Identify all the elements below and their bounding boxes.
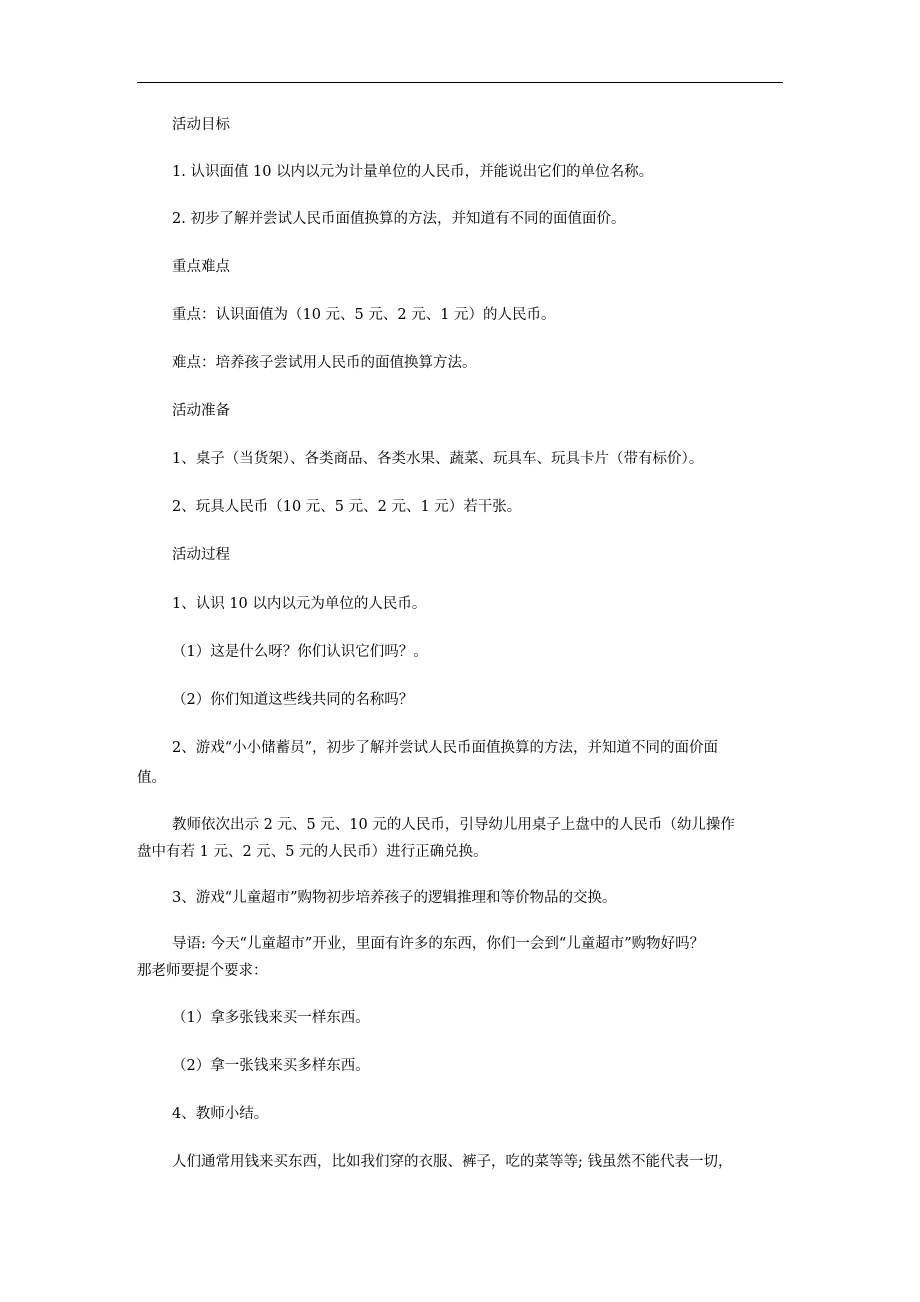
teacher-line-1: 教师依次出示 2 元、5 元、10 元的人民币，引导幼儿用桌子上盘中的人民币（幼儿操作: [172, 817, 735, 833]
heading-preparation: 活动准备: [172, 403, 230, 419]
step-2-line-1: 2、游戏“小小储蓄员”，初步了解并尝试人民币面值换算的方法，并知道不同的面价面: [172, 740, 719, 756]
heading-key-points: 重点难点: [172, 259, 230, 275]
goal-2: 2. 初步了解并尝试人民币面值换算的方法，并知道有不同的面值面价。: [172, 211, 626, 227]
difficulty: 难点：培养孩子尝试用人民币的面值换算方法。: [172, 355, 477, 371]
goal-1: 1. 认识面值 10 以内以元为计量单位的人民币，并能说出它们的单位名称。: [172, 164, 654, 180]
step-1: 1、认识 10 以内以元为单位的人民币。: [172, 596, 427, 612]
prep-1: 1、桌子（当货架）、各类商品、各类水果、蔬菜、玩具车、玩具卡片（带有标价）。: [172, 451, 704, 467]
requirement-1: （1）拿多张钱来买一样东西。: [172, 1010, 370, 1026]
intro-line-1: 导语: 今天“儿童超市”开业，里面有许多的东西，你们一会到“儿童超市”购物好吗？: [172, 936, 705, 952]
step-3: 3、游戏“儿童超市”购物初步培养孩子的逻辑推理和等价物品的交换。: [172, 890, 617, 906]
header-rule: [137, 82, 783, 83]
step-1-question-1: （1）这是什么呀？你们认识它们吗？。: [172, 644, 428, 660]
prep-2: 2、玩具人民币（10 元、5 元、2 元、1 元）若干张。: [172, 499, 522, 515]
key-point: 重点：认识面值为（10 元、5 元、2 元、1 元）的人民币。: [172, 307, 556, 323]
intro-line-2: 那老师要提个要求：: [137, 963, 268, 979]
step-2-line-2: 值。: [137, 770, 166, 786]
step-4: 4、教师小结。: [172, 1106, 269, 1122]
heading-process: 活动过程: [172, 547, 230, 563]
heading-goals: 活动目标: [172, 117, 230, 133]
teacher-line-2: 盘中有若 1 元、2 元、5 元的人民币）进行正确兑换。: [137, 844, 488, 860]
requirement-2: （2）拿一张钱来买多样东西。: [172, 1058, 370, 1074]
summary-line-1: 人们通常用钱来买东西，比如我们穿的衣服、裤子，吃的菜等等; 钱虽然不能代表一切，: [172, 1154, 733, 1170]
step-1-question-2: （2）你们知道这些线共同的名称吗？: [172, 692, 414, 708]
